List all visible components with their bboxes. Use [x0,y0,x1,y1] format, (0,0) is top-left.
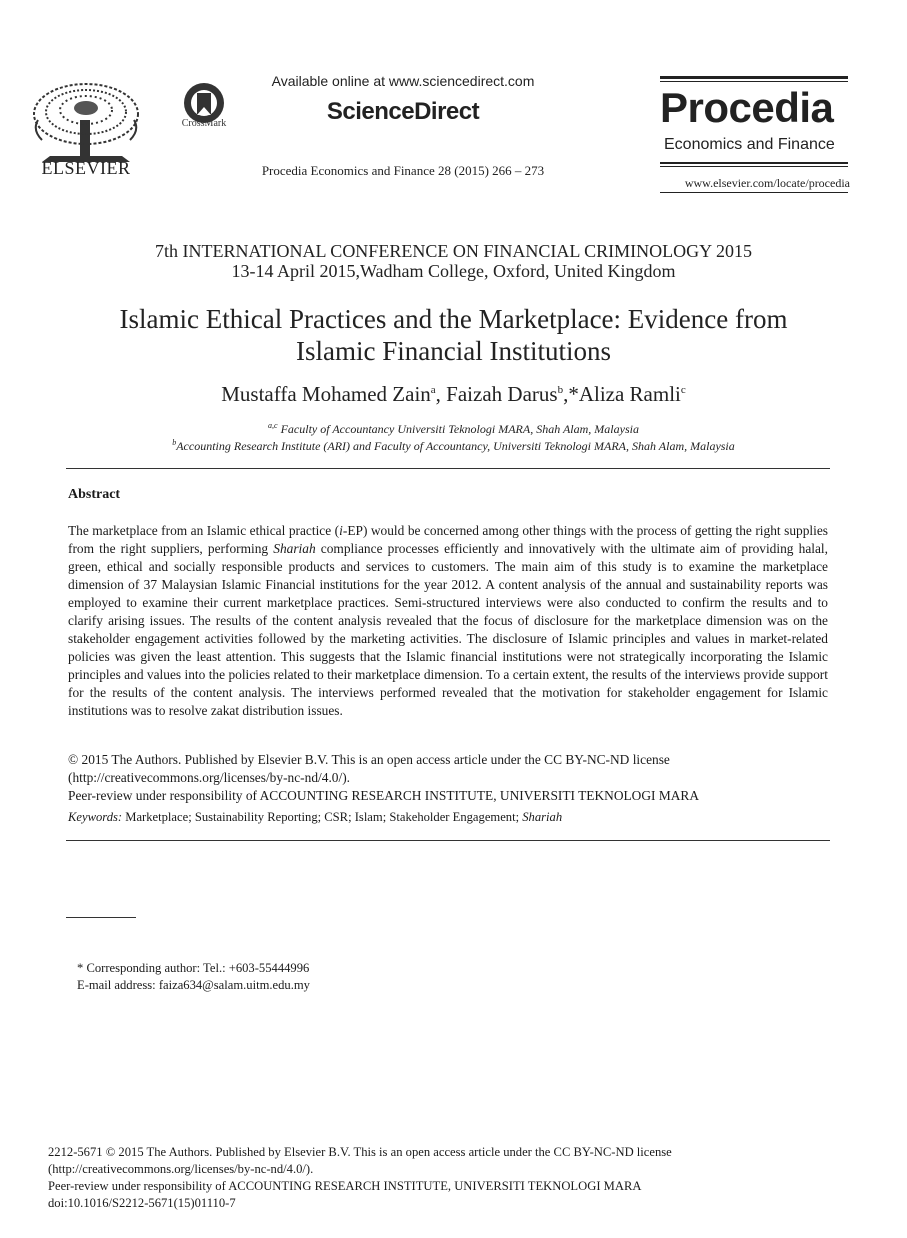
footer-url-line [48,1161,848,1178]
author-name: *Aliza Ramli [568,382,681,406]
footer-url-link[interactable]: http://creativecommons.org/licenses/by-nc-nd/4.0/ [52,1162,306,1176]
author-sup: b [557,384,564,396]
author-sup: c [680,384,686,396]
paren: ). [305,1162,314,1176]
conference-name: 7th INTERNATIONAL CONFERENCE ON FINANCIAL CRIMINOLOGY 2015 [155,241,752,261]
affiliation [0,438,907,454]
keywords-label: Keywords: [68,810,123,824]
affiliation-sup: b [172,438,177,447]
license-line: © 2015 The Authors. Published by Elsevier B.V. This is an open access article under the CC BY-NC-ND license [68,752,670,767]
paren: ). [342,770,351,785]
divider [66,468,830,469]
author-list: Mustaffa Mohamed Zain$^a$, Faizah Darus$^b$,*Aliza Ramli$^c$ [221,382,686,406]
affiliation-sup: a,c [268,421,278,430]
sciencedirect-wordmark: ScienceDirect [326,98,480,125]
author-email: E-mail address: faiza634@salam.uitm.edu.my [77,978,310,992]
keywords-list: Marketplace; Sustainability Reporting; CSR; Islam; Stakeholder Engagement; [122,810,523,824]
peer-review-line: Peer-review under responsibility of ACCOUNTING RESEARCH INSTITUTE, UNIVERSITI TEKNOLOGI MARA [68,788,699,803]
paren: ( [68,770,73,785]
journal-reference: Procedia Economics and Finance 28 (2015) 266 – 273 [261,163,545,178]
journal-url-link[interactable]: www.elsevier.com/locate/procedia [684,176,850,190]
crossmark-label: CrossMark [181,118,227,129]
author-sup: a [430,384,436,396]
available-online: Available online at www.sciencedirect.com [271,73,535,89]
title-line: Islamic Ethical Practices and the Marketplace: Evidence from [119,304,788,334]
license-url-line [68,769,828,787]
procedia-wordmark: Procedia [660,84,834,131]
footer-license-line: 2212-5671 © 2015 The Authors. Published by Elsevier B.V. This is an open access article under the CC BY-NC-ND license [48,1145,672,1159]
footer-block [48,1144,848,1212]
keywords-last: Shariah [522,810,563,824]
footer-peer-review: Peer-review under responsibility of ACCOUNTING RESEARCH INSTITUTE, UNIVERSITI TEKNOLOGI MARA [48,1179,642,1193]
abstract-segment: compliance processes efficiently and innovatively with the ultimate aim of providing halal, green, ethical and socially responsible products and services to customers. The main aim of this study is to examine the marketplace dimension of 37 Malaysian Islamic Financial institutions for the year 2012. A content analysis of the annual and sustainability reports was employed to examine their current marketplace practices. Semi-structured interviews were also conducted to confirm the results and to clarify arising issues. The results of the content analysis revealed that the focus of disclosure for the marketplace dimension was on the stakeholder engagement activities followed by the marketing activities. The disclosure of Islamic principles and values in market-related policies was given the least attention. This suggests that the Islamic financial institutions were not strategically incorporating the Islamic principles and values into the policies related to their marketplace dimension. To a certain extent, the results of the interviews provide support for the results of the content analysis. The interviews performed revealed that the motivation for stakeholder engagement for Islamic institutions was to resolve zakat distribution issues. [68,541,828,718]
affiliation [0,421,907,437]
abstract-segment: The marketplace from an Islamic ethical practice ( [68,523,340,538]
author-name: Mustaffa Mohamed Zain [221,382,431,406]
title-line: Islamic Financial Institutions [296,336,611,366]
divider [66,840,830,841]
abstract-heading: Abstract [68,487,121,502]
license-statement [68,751,828,805]
affiliation-text: Accounting Research Institute (ARI) and Faculty of Accountancy, Universiti Teknologi MARA, Shah Alam, Malaysia [176,439,735,453]
brand-rule [660,166,848,167]
abstract-italic: i [339,523,343,538]
license-url-link[interactable]: http://creativecommons.org/licenses/by-nc-nd/4.0/ [72,770,343,785]
procedia-subtitle: Economics and Finance [664,136,835,153]
elsevier-wordmark: ELSEVIER [41,158,131,178]
paren: ( [48,1162,53,1176]
footer-doi[interactable]: doi:10.1016/S2212-5671(15)01110-7 [48,1196,236,1210]
footnote-rule [66,917,136,918]
abstract-segment: -EP) would be concerned among other things with the process of getting the right supplies from the right suppliers, performing [68,523,828,556]
corresponding-author: * Corresponding author: Tel.: +603-55444996 [77,961,310,975]
abstract-italic: Shariah [273,541,316,556]
brand-rule [660,162,848,164]
brand-rule [660,81,848,82]
brand-rule [660,76,848,79]
paper-title [0,303,907,367]
conference-date-venue: 13-14 April 2015,Wadham College, Oxford, United Kingdom [231,261,676,281]
author-name: Faizah Darus [446,382,558,406]
brand-rule [660,192,848,193]
affiliation-text: Faculty of Accountancy Universiti Teknologi MARA, Shah Alam, Malaysia [280,422,639,436]
abstract-text [68,522,828,720]
keywords [68,808,828,826]
